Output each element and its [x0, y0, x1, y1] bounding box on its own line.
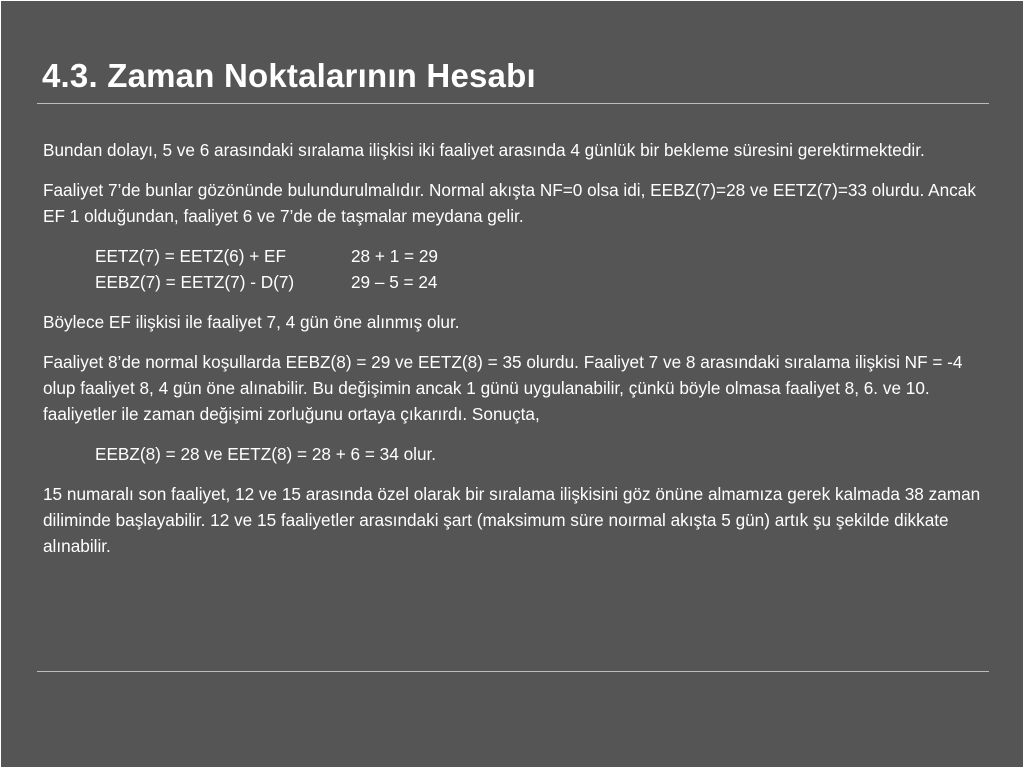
result-line: EEBZ(8) = 28 ve EETZ(8) = 28 + 6 = 34 olur. [95, 444, 437, 464]
title-divider [37, 103, 989, 104]
paragraph-6: 15 numaralı son faaliyet, 12 ve 15 arasında özel olarak bir sıralama ilişkisini göz önüne almamıza gerek kalmada 38 zaman diliminde başlayabilir. 12 ve 15 faaliyetler arasındaki şart (maksimum süre noırmal akışta 5 gün) artık şu şekilde dikkate alınabilir. [43, 484, 981, 556]
paragraph-2: Faaliyet 7’de bunlar gözönünde bulundurulmalıdır. Normal akışta NF=0 olsa idi, EEBZ(7)=28 ve EETZ(7)=33 olurdu. Ancak EF 1 olduğundan, faaliyet 6 ve 7’de de taşmalar meydana gelir. [43, 180, 976, 226]
equation-formula: EEBZ(7) = EETZ(7) - D(7) [95, 272, 295, 292]
paragraph-1: Bundan dolayı, 5 ve 6 arasındaki sıralama ilişkisi iki faaliyet arasında 4 günlük bir bekleme süresini gerektirmektedir. [43, 140, 925, 160]
paragraph-3: Böylece EF ilişkisi ile faaliyet 7, 4 gün öne alınmış olur. [43, 312, 460, 332]
paragraph-4: Faaliyet 8’de normal koşullarda EEBZ(8) = 29 ve EETZ(8) = 35 olurdu. Faaliyet 7 ve 8 arasındaki sıralama ilişkisi NF = -4 olup faaliyet 8, 4 gün öne alınabilir. Bu değişimin ancak 1 günü uygulanabilir, çünkü böyle olmasa faaliyet 8, 6. ve 10. faaliyetler ile zaman değişimi zorluğunu ortaya çıkarırdı. Sonuçta, [43, 352, 963, 424]
slide-body [43, 137, 988, 573]
slide [1, 1, 1023, 767]
equation-formula: EETZ(7) = EETZ(6) + EF [95, 246, 287, 266]
footer-divider [37, 671, 989, 672]
equation-result: 28 + 1 = 29 [351, 246, 438, 266]
slide-title: 4.3. Zaman Noktalarının Hesabı [42, 57, 536, 94]
equation-line [43, 243, 988, 269]
equation-result: 29 – 5 = 24 [351, 272, 438, 292]
equation-block [43, 243, 988, 295]
equation-line [43, 269, 988, 295]
